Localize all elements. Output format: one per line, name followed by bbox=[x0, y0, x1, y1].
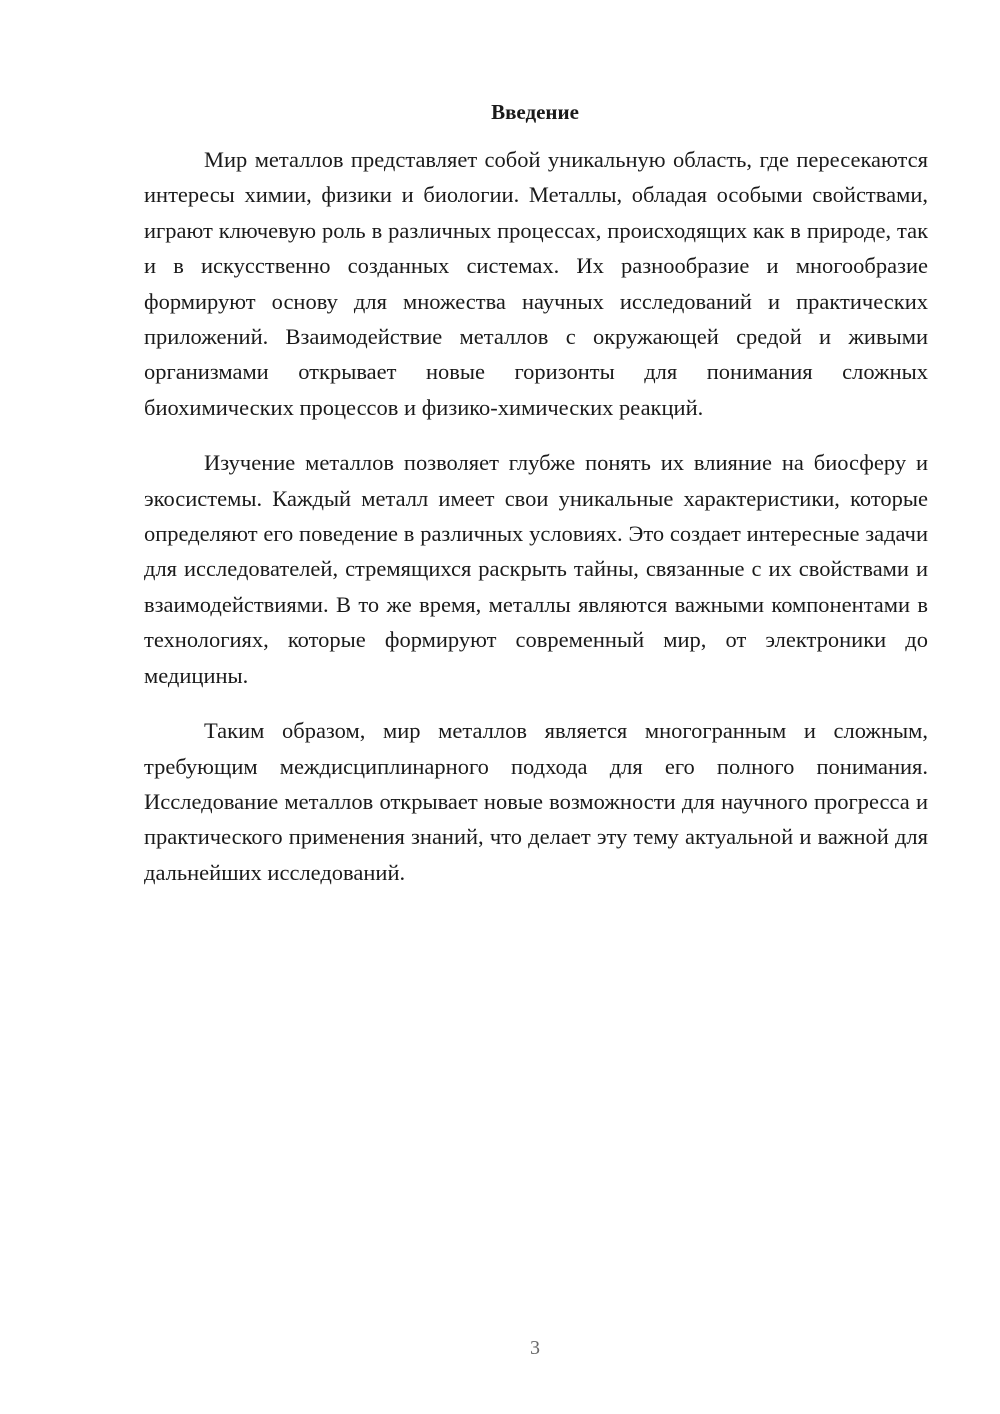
paragraph-1: Мир металлов представляет собой уникальную область, где пересекаются интересы химии, физики и биологии. Металлы, обладая особыми свойствами, играют ключевую роль в различных процессах, происходящих как в природе, так и в искусственно созданных системах. Их разнообразие и многообразие формируют основу для множества научных исследований и практических приложений. Взаимодействие металлов с окружающей средой и живыми организмами открывает новые горизонты для понимания сложных биохимических процессов и физико-химических реакций. bbox=[144, 147, 928, 420]
paragraph-2: Изучение металлов позволяет глубже понять их влияние на биосферу и экосистемы. Каждый металл имеет свои уникальные характеристики, которые определяют его поведение в различных условиях. Это создает интересные задачи для исследователей, стремящихся раскрыть тайны, связанные с их свойствами и взаимодействиями. В то же время, металлы являются важными компонентами в технологиях, которые формируют современный мир, от электроники до медицины. bbox=[144, 450, 928, 688]
body-text bbox=[144, 142, 928, 910]
paragraph-3: Таким образом, мир металлов является многогранным и сложным, требующим междисциплинарного подхода для его полного понимания. Исследование металлов открывает новые возможности для научного прогресса и практического применения знаний, что делает эту тему актуальной и важной для дальнейших исследований. bbox=[144, 718, 928, 885]
section-title: Введение bbox=[491, 100, 579, 124]
page-number: 3 bbox=[530, 1337, 540, 1359]
